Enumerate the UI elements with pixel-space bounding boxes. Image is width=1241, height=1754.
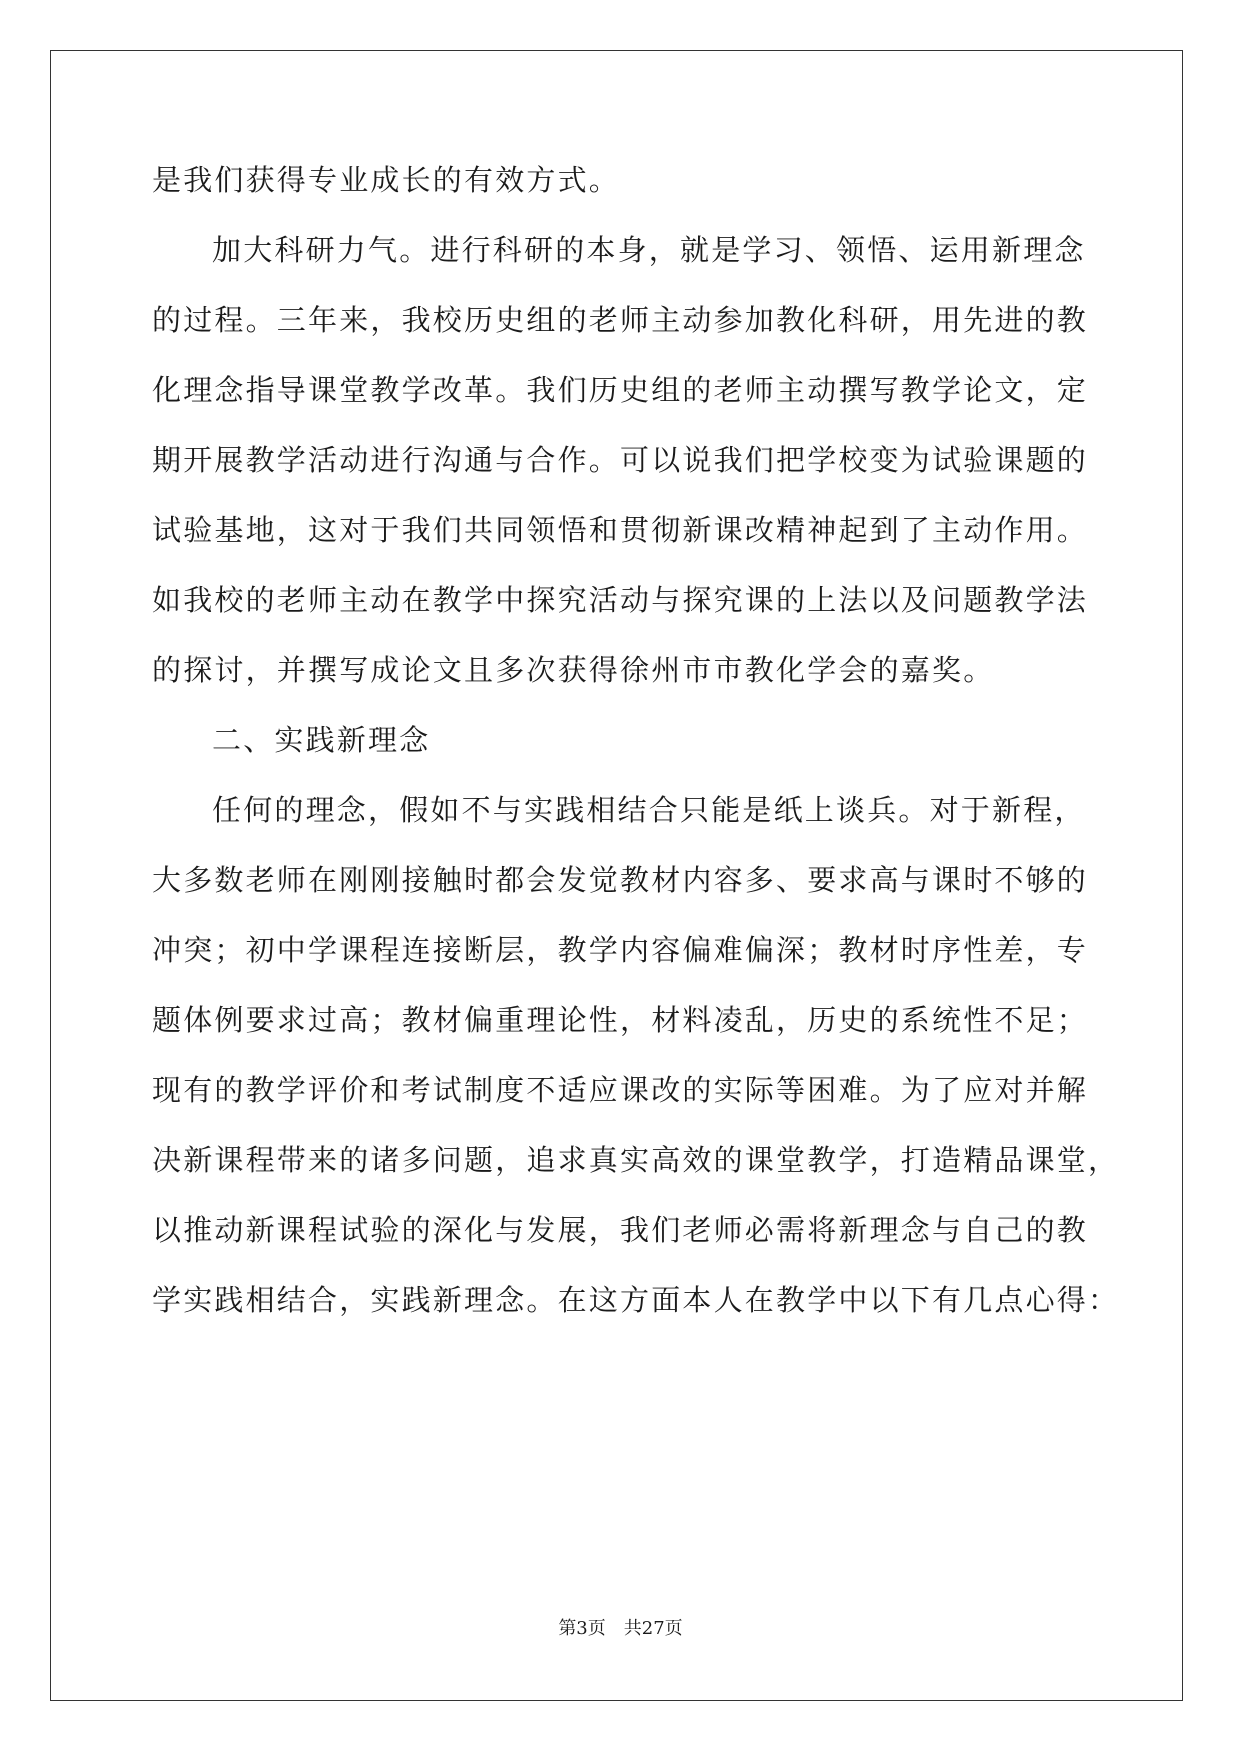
text-line: 的探讨，并撰写成论文且多次获得徐州市市教化学会的嘉奖。: [152, 653, 995, 687]
text-line: 的过程。三年来，我校历史组的老师主动参加教化科研，用先进的教: [152, 303, 1089, 337]
text-line: 试验基地，这对于我们共同领悟和贯彻新课改精神起到了主动作用。: [152, 513, 1089, 547]
text-line: 学实践相结合，实践新理念。在这方面本人在教学中以下有几点心得：: [152, 1283, 1120, 1317]
page-number: 第3页 共27页: [558, 1618, 683, 1639]
text-line: 任何的理念，假如不与实践相结合只能是纸上谈兵。对于新程，: [212, 793, 1086, 827]
text-line: 是我们获得专业成长的有效方式。: [152, 163, 621, 197]
text-line: 化理念指导课堂教学改革。我们历史组的老师主动撰写教学论文，定: [152, 373, 1089, 407]
text-line: 大多数老师在刚刚接触时都会发觉教材内容多、要求高与课时不够的: [152, 863, 1089, 897]
text-line: 加大科研力气。进行科研的本身，就是学习、领悟、运用新理念: [212, 233, 1086, 267]
text-line: 题体例要求过高；教材偏重理论性，材料凌乱，历史的系统性不足；: [152, 1003, 1089, 1037]
text-line: 现有的教学评价和考试制度不适应课改的实际等困难。为了应对并解: [152, 1073, 1089, 1107]
text-line: 以推动新课程试验的深化与发展，我们老师必需将新理念与自己的教: [152, 1213, 1089, 1247]
text-line: 如我校的老师主动在教学中探究活动与探究课的上法以及问题教学法: [152, 583, 1089, 617]
section-heading: 二、实践新理念: [212, 723, 431, 757]
text-line: 冲突；初中学课程连接断层，教学内容偏难偏深；教材时序性差，专: [152, 933, 1089, 967]
text-line: 期开展教学活动进行沟通与合作。可以说我们把学校变为试验课题的: [152, 443, 1089, 477]
text-line: 决新课程带来的诸多问题，追求真实高效的课堂教学，打造精品课堂，: [152, 1143, 1120, 1177]
